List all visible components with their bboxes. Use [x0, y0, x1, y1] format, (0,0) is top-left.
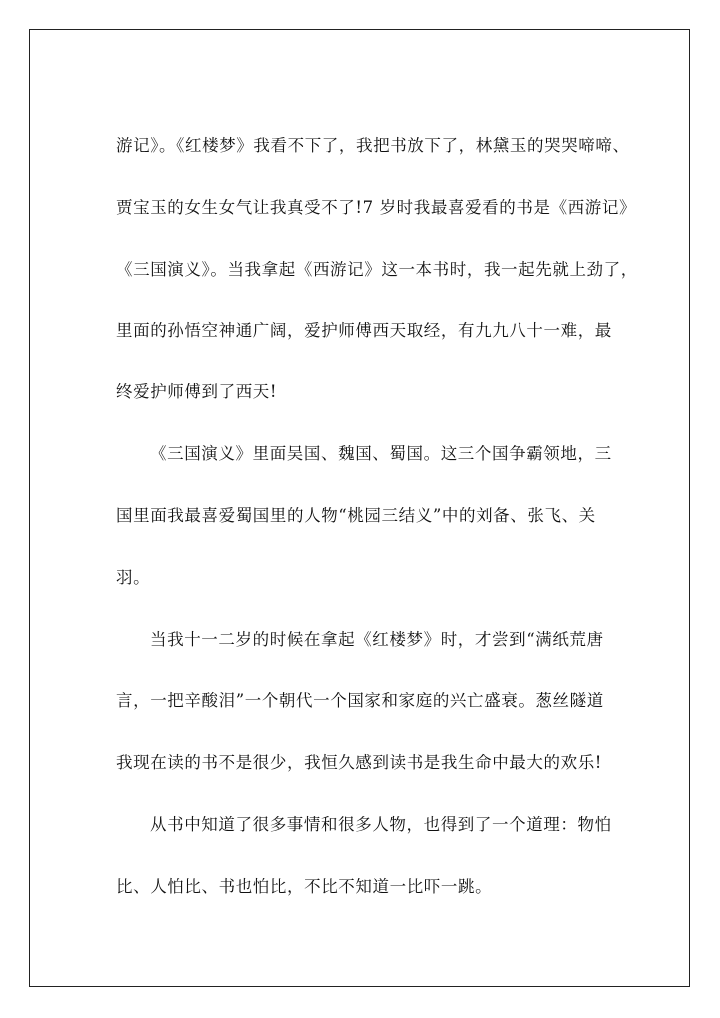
text-line-7: 国里面我最喜爱蜀国里的人物“桃园三结义”中的刘备、张飞、关 [116, 506, 596, 525]
text-line-4: 里面的孙悟空神通广阔，爱护师傅西天取经，有九九八十一难，最 [116, 321, 612, 340]
text-line-3: 《三国演义》。当我拿起《西游记》这一本书时，我一起先就上劲了， [116, 260, 638, 279]
text-line-9: 当我十一二岁的时候在拿起《红楼梦》时，才尝到“满纸荒唐 [150, 630, 604, 649]
text-line-12: 从书中知道了很多事情和很多人物，也得到了一个道理：物怕 [150, 815, 612, 834]
text-line-8: 羽。 [116, 568, 151, 587]
text-line-5: 终爱护师傅到了西天! [116, 382, 278, 401]
text-line-2: 贾宝玉的女生女气让我真受不了!7 岁时我最喜爱看的书是《西游记》 [116, 198, 637, 217]
text-line-1: 游记》。《红楼梦》我看不下了，我把书放下了，林黛玉的哭哭啼啼、 [116, 136, 630, 155]
text-line-10: 言，一把辛酸泪”一个朝代一个国家和家庭的兴亡盛衰。葱丝隧道 [116, 691, 604, 710]
text-line-11: 我现在读的书不是很少，我恒久感到读书是我生命中最大的欢乐! [116, 753, 603, 772]
text-line-13: 比、人怕比、书也怕比，不比不知道一比吓一跳。 [116, 877, 493, 896]
text-line-6: 《三国演义》里面吴国、魏国、蜀国。这三个国争霸领地，三 [150, 444, 612, 463]
